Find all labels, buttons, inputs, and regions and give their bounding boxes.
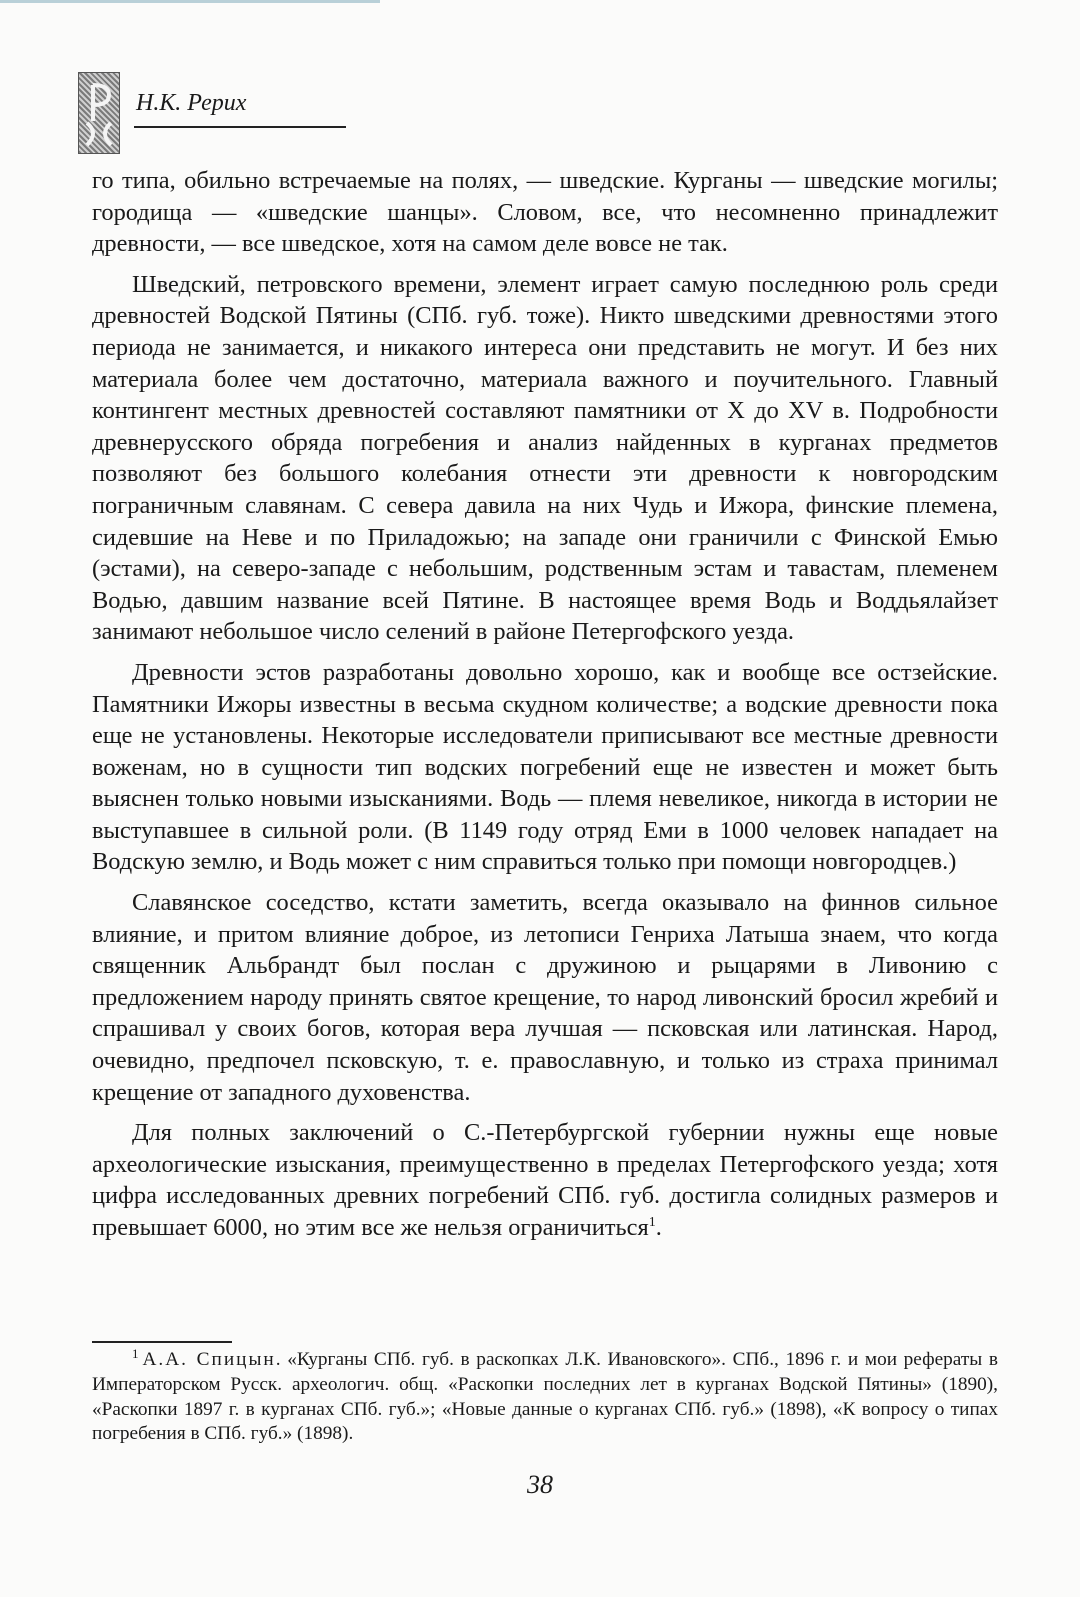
footnote-rule (92, 1341, 232, 1343)
paragraph-1: го типа, обильно встречаемые на полях, — шведские. Курганы — шведские могилы; городища — «шведские шанцы». Словом, все, что несомненно принадлежит древности, — все шведское, хотя на самом деле вовсе не так. (92, 167, 998, 258)
paragraph-5-text: Для полных заключений о С.-Петербургской губернии нужны еще новые археологические изыскания, преимущественно в пределах Петергофского уезда; хотя цифра исследованных древних погребений СПб. губ. достигла солидных размеров и превышает 6000, но этим все же нельзя ограничиться (92, 1119, 998, 1241)
author-name: Н.К. Рерих (136, 90, 247, 116)
footnote-reference[interactable]: 1 (648, 1214, 656, 1230)
paragraph-5: Для полных заключений о С.-Петербургской губернии нужны еще новые археологические изыскания, преимущественно в пределах Петергофского уезда; хотя цифра исследованных древних погребений СПб. губ. достигла солидных размеров и превышает 6000, но этим все же нельзя ограничиться$^1$. (92, 1119, 998, 1241)
footnote-mark: 1 (132, 1345, 139, 1361)
header-rule (134, 126, 346, 128)
roerich-monogram-icon (78, 72, 120, 154)
footnote (92, 1345, 998, 1447)
paragraph-3: Древности эстов разработаны довольно хорошо, как и вообще все остзейские. Памятники Ижоры известны в весьма скудном количестве; а водские древности пока еще не установлены. Некоторые исследователи приписывают все местные древности воженам, но в сущности тип водских погребений еще не известен и может быть выяснен только новыми изысканиями. Водь — племя невеликое, никогда в истории не выступавшее в сильной роли. (В 1149 году отряд Еми в 1000 человек нападает на Водскую землю, и Водь может с ним справиться только при помощи новгородцев.) (92, 658, 998, 876)
main-text (92, 165, 998, 1253)
page-number: 38 (527, 1470, 553, 1499)
footnote-author: А.А. Спицын (142, 1349, 276, 1370)
top-edge-line (0, 0, 380, 3)
paragraph-2: Шведский, петровского времени, элемент играет самую последнюю роль среди древностей Водской Пятины (СПб. губ. тоже). Никто шведскими древностями этого периода не занимается, и никакого интереса они представить не могут. И без них материала более чем достаточно, материала важного и поучительного. Главный контингент местных древностей составляют памятники от X до XV в. Подробности древнерусского обряда погребения и анализ найденных в курганах предметов позволяют без большого колебания отнести эти древности к новгородским пограничным славянам. С севера давила на них Чудь и Ижора, финские племена, сидевшие на Неве и по Приладожью; на западе они граничили с Финской Емью (эстами), на северо-западе с небольшим, родственным эстам и тавастам, племенем Водью, давшим название всей Пятине. В настоящее время Водь и Воддьялайзет занимают небольшое число селений в районе Петергофского уезда. (92, 270, 998, 646)
paragraph-4: Славянское соседство, кстати заметить, всегда оказывало на финнов сильное влияние, и притом влияние доброе, из летописи Генриха Латыша знаем, что когда священник Альбрандт был послан с дружиною и рыцарями в Ливонию с предложением народу принять святое крещение, то народ ливонский бросил жребий и спрашивал у своих богов, которая вера лучшая — псковская или латинская. Народ, очевидно, предпочел псковскую, т. е. православную, и только из страха принимал крещение от западного духовенства. (92, 889, 998, 1106)
running-header (78, 72, 278, 162)
footnote-text: . «Курганы СПб. губ. в раскопках Л.К. Ивановского». СПб., 1896 г. и мои рефераты в Императорском Русск. археологич. общ. «Раскопки последних лет в курганах Водской Пятины» (1890), «Раскопки 1897 г. в курганах СПб. губ.»; «Новые данные о курганах СПб. губ.» (1898), «К вопросу о типах погребения в СПб. губ.» (1898). (92, 1349, 998, 1445)
